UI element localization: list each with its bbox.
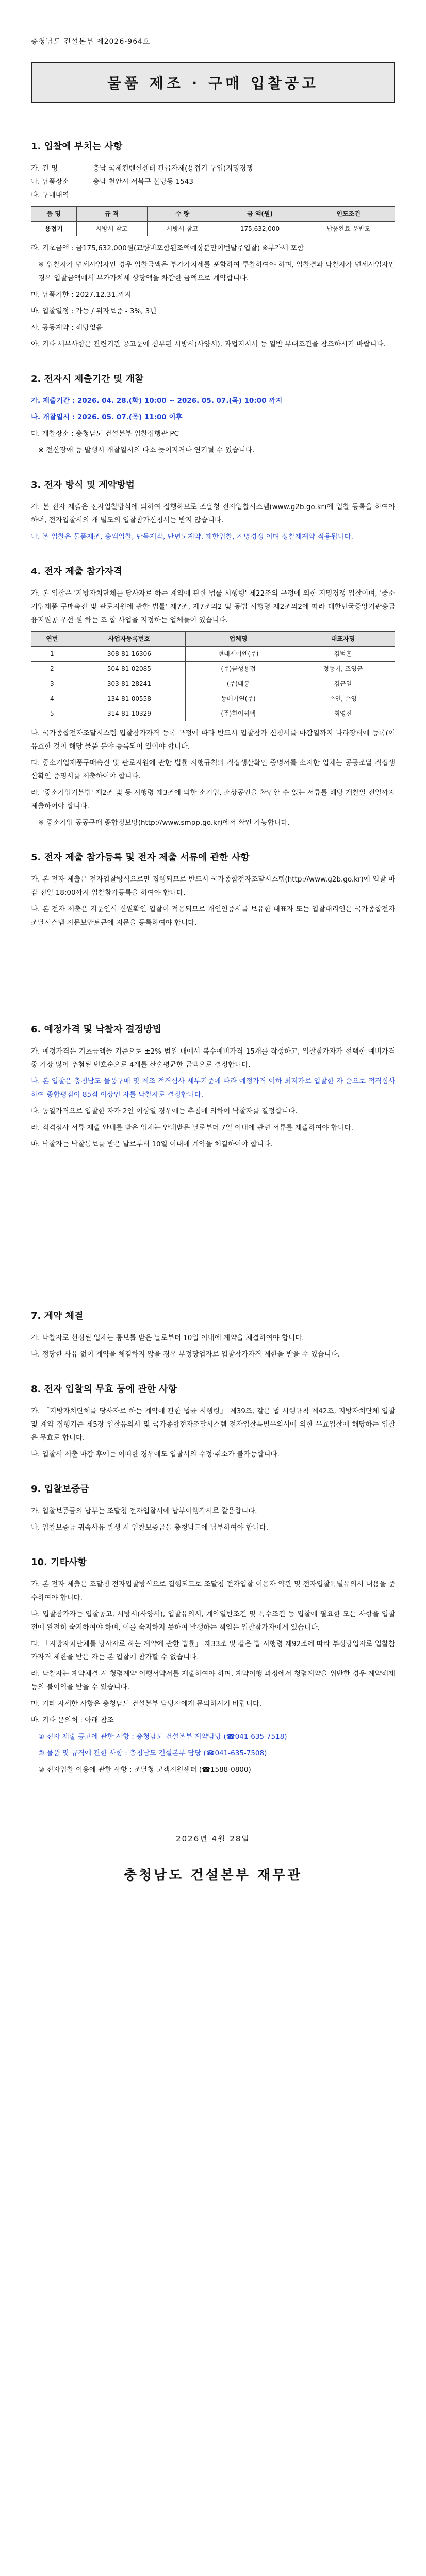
field-label: 나. 납품장소 [31,178,69,186]
paragraph: 다. 중소기업제품구매촉진 및 판로지원에 관한 법률 시행규칙의 직접생산확인 증명서를 소지한 업체는 공공조달 직접생산확인 증명서를 제출하여야 합니다. [31,759,395,781]
paragraph: 나. 본 전자 제출은 지문인식 신원확인 입찰이 적용되므로 개인인증서를 보유한 대표자 또는 입찰대리인은 국가종합전자조달시스템 지문보안토큰에 지문을 등록하여야 합니다. [31,905,395,927]
table-cell: 손인, 손영 [291,691,395,706]
table-cell: 시방서 참고 [147,222,218,236]
paragraph: 사. 공동계약 : 해당없음 [31,324,103,332]
table-cell: 현대제이엔(주) [186,647,291,662]
announcement-date: 2026년 4월 28일 [176,1834,250,1843]
table-cell: (주)태봉 [186,676,291,691]
paragraph: 가. 입찰보증금의 납부는 조달청 전자입찰서에 납부이행각서로 갈음합니다. [31,1507,257,1515]
table-cell: (주)한이씨텍 [186,706,291,721]
contact-line: ① 전자 제출 공고에 관한 사항 : 충청남도 건설본부 계약담당 (☎041-635-7518) [38,1733,287,1741]
section-award-method [31,1022,395,1151]
table-cell: 김근일 [291,676,395,691]
table-row [31,691,395,706]
paragraph: 바. 입찰일정 : 가능 / 위자보증 - 3%, 3년 [31,307,157,315]
table-header: 금 액(원) [218,207,302,222]
delivery-location-row [31,175,395,189]
table-header: 인도조건 [302,207,395,222]
paragraph: 가. 본 전자 제출은 전자입찰방식에 의하여 집행하므로 조달청 전자입찰시스템(www.g2b.go.kr)에 입찰 등록을 하여야 하며, 전자입찰서의 개 별도의 입찰참가신청서는 받지 않습니다. [31,503,395,524]
paragraph: 라. 적격심사 서류 제출 안내를 받은 업체는 안내받은 날로부터 7일 이내에 관련 서류를 제출하여야 합니다. [31,1124,353,1132]
table-cell: 308-81-16306 [73,647,185,662]
section-heading: 4. 전자 제출 참가자격 [31,566,123,577]
table-cell: 시방서 참고 [76,222,147,236]
table-row [31,706,395,721]
table-cell: 1 [31,647,73,662]
designated-companies-table [31,631,395,721]
paragraph: 마. 납품기한 : 2027.12.31.까지 [31,291,132,299]
paragraph: 가. 예정가격은 기초금액을 기준으로 ±2% 범위 내에서 복수예비가격 15개를 작성하고, 입찰참가자가 선택한 예비가격 중 가장 많이 추첨된 번호순으로 4개를 산술평균한 금액으로 결정합니다. [31,1047,395,1069]
paragraph: 마. 기타 자세한 사항은 충청남도 건설본부 담당자에게 문의하시기 바랍니다. [31,1700,262,1708]
purchase-table [31,206,395,236]
paragraph: 나. 입찰보증금 귀속사유 발생 시 입찰보증금을 충청남도에 납부하여야 합니다. [31,1523,269,1532]
contact-line: ③ 전자입찰 이용에 관한 사항 : 조달청 고객지원센터 (☎1588-0800) [38,1766,251,1774]
paragraph: 다. 동일가격으로 입찰한 자가 2인 이상일 경우에는 추첨에 의하여 낙찰자를 결정합니다. [31,1107,298,1115]
table-cell: 2 [31,662,73,676]
table-row [31,647,395,662]
section-eligibility [31,564,395,829]
table-row [31,662,395,676]
table-cell: 정동기, 조영균 [291,662,395,676]
section-bid-method [31,478,395,544]
table-cell: 3 [31,676,73,691]
table-header: 대표자명 [291,632,395,647]
paragraph: 다. 「지방자치단체를 당사자로 하는 계약에 관한 법률」 제33조 및 같은 법 시행령 제92조에 따라 부정당업자로 입찰참가자격 제한을 받은 자는 본 입찰에 참가할 수 없습니다. [31,1640,395,1662]
announcement-document [31,36,395,1884]
field-value: 충남 국제컨벤션센터 관급자재(용접기 구입)지명경쟁 [93,164,253,173]
section-heading: 7. 계약 체결 [31,1311,84,1321]
opening-datetime: 나. 개찰일시 : 2026. 05. 07.(목) 11:00 이후 [31,413,183,421]
table-header: 사업자등록번호 [73,632,185,647]
paragraph: 나. 국가종합전자조달시스템 입찰참가자격 등록 규정에 따라 반드시 입찰참가 신청서를 마감일까지 나라장터에 등록(이 유효한 것이 해당 물품 분야 등록되어 있어야 합니다. [31,729,395,751]
paragraph: ※ 입찰자가 면세사업자인 경우 입찰금액은 부가가치세를 포함하여 투찰하여야 하며, 입찰결과 낙찰자가 면세사업자인 경우 입찰금액에서 부가가치세 상당액을 차감한 금액으로 계약합니다. [38,261,395,282]
section-heading: 10. 기타사항 [31,1557,87,1568]
notice-text: ※ 전산장애 등 발생시 개찰일시의 다소 늦어지거나 연기될 수 있습니다. [38,446,255,454]
paragraph: 나. 입찰서 제출 마감 후에는 어떠한 경우에도 입찰서의 수정·취소가 불가능합니다. [31,1450,280,1459]
section-heading: 3. 전자 방식 및 계약방법 [31,480,135,490]
table-cell: 동배기연(주) [186,691,291,706]
section-heading: 1. 입찰에 부치는 사항 [31,141,123,152]
table-row [31,676,395,691]
table-cell: 4 [31,691,73,706]
table-cell: 납품완료 운반도 [302,222,395,236]
table-cell: 5 [31,706,73,721]
paragraph: 라. 기초금액 : 금175,632,000원(교량비포함된조액예상분만이번발주입찰) ※부가세 포함 [31,244,304,252]
page-title: 물품 제조 · 구매 입찰공고 [31,62,395,103]
table-cell: 303-81-28241 [73,676,185,691]
field-label: 다. 구매내역 [31,191,69,199]
document-number: 충청남도 건설본부 제2026-964호 [31,38,151,46]
paragraph: 가. 본 전자 제출은 조달청 전자입찰방식으로 집행되므로 조달청 전자입찰 이용자 약관 및 전자입찰특별유의서 내용을 준수하여야 합니다. [31,1580,395,1602]
table-cell: 504-81-02085 [73,662,185,676]
contact-line: ② 물품 및 규격에 관한 사항 : 충청남도 건설본부 담당 (☎041-635-7508) [38,1749,267,1757]
paragraph: 나. 본 입찰은 물품제조, 총액입찰, 단독제작, 단년도계약, 제한입찰, 지명경쟁 이며 정찰제계약 적용됩니다. [31,533,353,541]
table-cell: 최영진 [291,706,395,721]
paragraph: 나. 본 입찰은 충청남도 물품구매 및 제조 적격심사 세부기준에 따라 예정가격 이하 최저가로 입찰한 자 순으로 적격심사하여 종합평점이 85점 이상인 자를 낙찰자로 결정합니다. [31,1077,395,1099]
contacts-heading: 바. 기타 문의처 : 아래 참조 [31,1716,114,1724]
table-cell: (주)금성용접 [186,662,291,676]
paragraph: 나. 입찰참가자는 입찰공고, 시방서(사양서), 입찰유의서, 계약일반조건 및 특수조건 등 입찰에 필요한 모든 사항을 입찰 전에 완전히 숙지하여야 하며, 이를 숙지하지 못하여 발생하는 책임은 입찰참가자에게 있습니다. [31,1610,395,1632]
table-cell: 134-81-00558 [73,691,185,706]
opening-place: 다. 개찰장소 : 충청남도 건설본부 입찰집행관 PC [31,430,179,438]
paragraph: 나. 정당한 사유 없이 계약을 체결하지 않을 경우 부정당업자로 입찰참가자격 제한을 받을 수 있습니다. [31,1350,340,1359]
section-registration [31,850,395,929]
table-cell: 김범훈 [291,647,395,662]
paragraph: 라. 낙찰자는 계약체결 시 청렴계약 이행서약서를 제출하여야 하며, 계약이행 과정에서 청렴계약을 위반한 경우 계약해제 등의 불이익을 받을 수 있습니다. [31,1670,395,1691]
paragraph: 가. 낙찰자로 선정된 업체는 통보를 받은 날로부터 10일 이내에 계약을 체결하여야 합니다. [31,1334,304,1342]
table-header: 수 량 [147,207,218,222]
section-submission-period [31,371,395,457]
field-label: 가. 건 명 [31,164,58,173]
paragraph: 라. '중소기업기본법' 제2조 및 동 시행령 제3조에 의한 소기업, 소상공인을 확인할 수 있는 서류를 해당 개찰일 전일까지 제출하여야 합니다. [31,789,395,810]
section-heading: 2. 전자시 제출기간 및 개찰 [31,374,144,384]
paragraph: 마. 낙찰자는 낙찰통보를 받은 날로부터 10일 이내에 계약을 체결하여야 합니다. [31,1140,273,1148]
paragraph: 가. 본 전자 제출은 전자입찰방식으로만 집행되므로 반드시 국가종합전자조달시스템(http://www.g2b.go.kr)에 입찰 마감 전일 18:00까지 입찰참가등록을 하여야 합니다. [31,875,395,897]
paragraph: ※ 중소기업 공공구매 종합정보망(http://www.smpp.go.kr)에서 확인 가능합니다. [38,819,290,827]
table-cell: 314-81-10329 [73,706,185,721]
table-header-row [31,632,395,647]
table-header: 규 격 [76,207,147,222]
table-header: 업체명 [186,632,291,647]
section-heading: 6. 예정가격 및 낙찰자 결정방법 [31,1024,162,1035]
section-invalid-bids [31,1382,395,1461]
table-header: 연번 [31,632,73,647]
paragraph: 가. 「지방자치단체를 당사자로 하는 계약에 관한 법률 시행령」 제39조, 같은 법 시행규칙 제42조, 지방자치단체 입찰 및 계약 집행기준 제5장 입찰유의서 및 국가종합전자조달시스템 전자입찰특별유의서에 의한 무효입찰에 해당하는 입찰은 무효로 합니다. [31,1407,395,1442]
section-bid-bond [31,1482,395,1534]
section-bid-items [31,139,395,351]
section-misc [31,1555,395,1776]
bid-name-row [31,162,395,175]
section-heading: 5. 전자 제출 참가등록 및 전자 제출 서류에 관한 사항 [31,852,250,863]
paragraph: 가. 본 입찰은 '지방자치단체를 당사자로 하는 계약에 관한 법률 시행령' 제22조의 규정에 의한 지명경쟁 입찰이며, '중소기업제품 구매촉진 및 판로지원에 관한 법률' 제7조, 제7조의2 및 동법 시행령 제2조의2에 따라 대한민국중앙기관총금융지원공 우선 원 하는 조 합 사업을 지정하는 업체들이 있습니다. [31,589,395,624]
page-gap [31,1154,395,1288]
section-heading: 9. 입찰보증금 [31,1484,89,1495]
table-cell: 용접기 [31,222,77,236]
table-header: 품 명 [31,207,77,222]
section-contract [31,1309,395,1361]
issuing-authority: 충청남도 건설본부 재무관 [123,1868,303,1883]
field-value: 충남 천안시 서북구 불당동 1543 [93,178,193,186]
purchase-spec-row [31,189,395,202]
submission-period: 가. 제출기간 : 2026. 04. 28.(화) 10:00 ~ 2026. 05. 07.(목) 10:00 까지 [31,397,283,405]
section-heading: 8. 전자 입찰의 무효 등에 관한 사항 [31,1384,177,1395]
table-header-row [31,207,395,222]
table-row [31,222,395,236]
paragraph: 아. 기타 세부사항은 관련기관 공고문에 첨부된 시방서(사양서), 과업지시서 등 일반 부대조건을 참조하시기 바랍니다. [31,340,386,348]
table-cell: 175,632,000 [218,222,302,236]
